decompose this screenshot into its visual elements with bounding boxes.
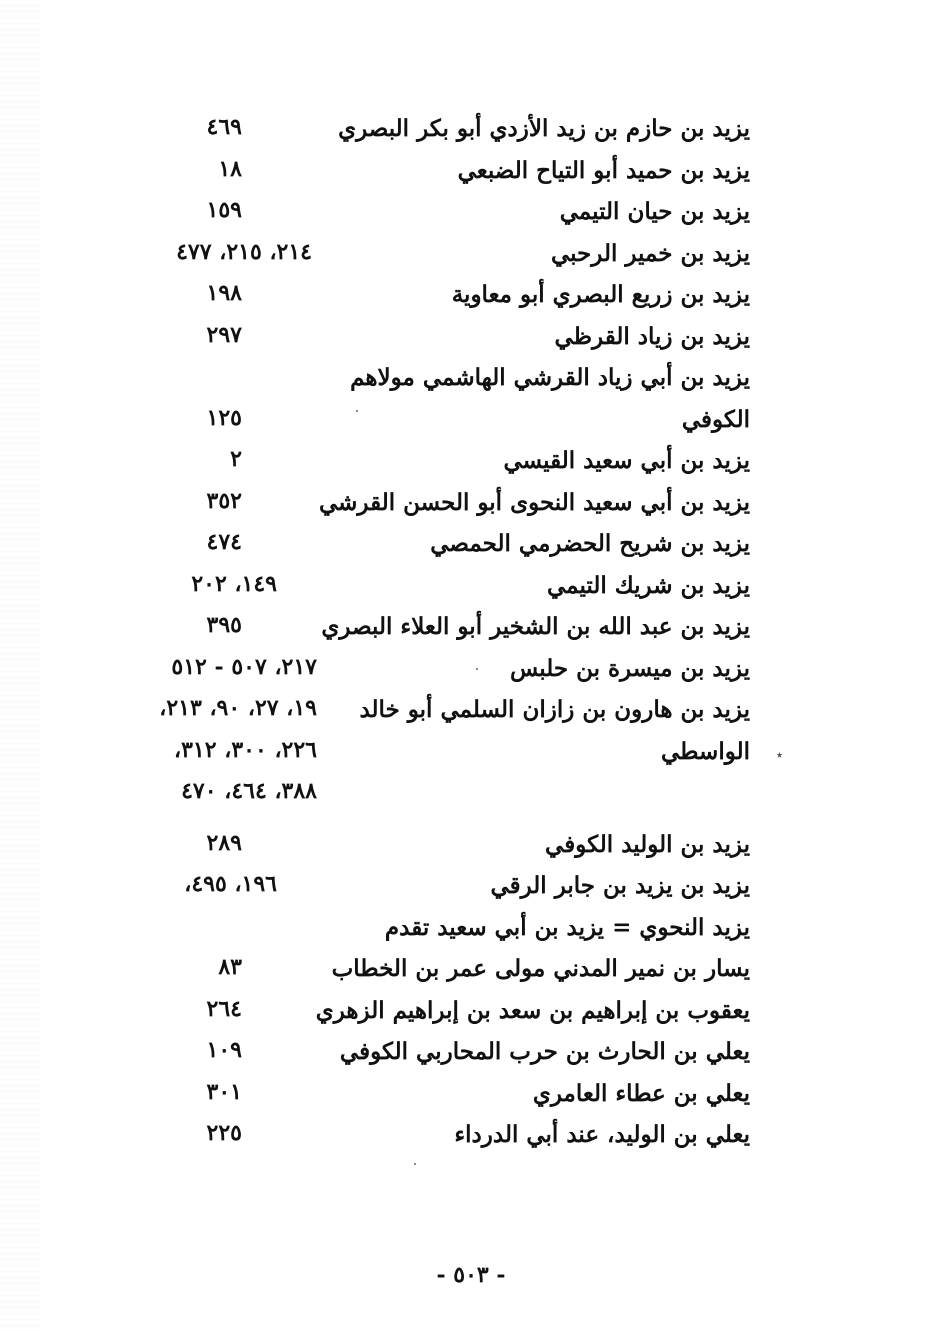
index-entry (0, 191, 942, 233)
entry-pages: ١٢٥ (206, 404, 242, 431)
entry-name: يزيد بن ميسرة بن حلبس (509, 654, 750, 682)
asterisk-mark: ٭ (776, 748, 784, 763)
entry-name: يزيد بن أبي زياد القرشي الهاشمي مولاهم (350, 364, 750, 391)
index-entry (0, 606, 942, 648)
entry-pages: ١٨ (218, 155, 242, 182)
entry-name: يعلي بن الحارث بن حرب المحاربي الكوفي (339, 1038, 750, 1065)
entry-pages: ٤٦٩ (206, 114, 242, 140)
index-entries (0, 108, 942, 1156)
entry-name: يزيد بن عبد الله بن الشخير أبو العلاء البصري (321, 613, 750, 640)
index-entry (0, 865, 942, 907)
page-number: - ٥٠٣ - (436, 1262, 506, 1288)
entry-name: يزيد بن الوليد الكوفي (545, 830, 750, 858)
index-entry (0, 108, 942, 150)
entry-name: الواسطي (661, 737, 750, 765)
entry-name: يعلي بن الوليد، عند أبي الدرداء (454, 1121, 750, 1148)
entry-name: يزيد بن خمير الرحبي (550, 239, 750, 267)
entry-name: يسار بن نمير المدني مولى عمر بن الخطاب (331, 955, 750, 982)
entry-pages: ٣٨٨، ٤٦٤، ٤٧٠ (181, 778, 317, 804)
entry-name: يزيد بن أبي سعيد النحوى أبو الحسن القرشي (318, 488, 750, 516)
index-entry (0, 233, 942, 275)
entry-name: يزيد بن يزيد بن جابر الرقي (490, 872, 750, 899)
entry-pages: ٢٢٥ (206, 1120, 242, 1146)
index-entry (0, 1031, 942, 1073)
entry-pages: ١٥٩ (206, 197, 242, 223)
entry-pages: ٢٦٤ (206, 995, 242, 1022)
entry-pages: ١٩، ٢٧، ٩٠، ٢١٣، (159, 695, 317, 721)
index-entry (0, 1073, 942, 1115)
index-entry (0, 990, 942, 1032)
entry-pages: ٢١٤، ٢١٥، ٤٧٧ (176, 238, 312, 265)
ink-speck (356, 410, 358, 412)
entry-pages: ٢ (230, 446, 242, 472)
index-entry (0, 399, 942, 441)
entry-pages: ٨٣ (218, 954, 242, 980)
entry-name: يزيد بن حميد أبو التياح الضبعي (457, 156, 750, 184)
index-entry (0, 648, 942, 690)
entry-pages: ١٤٩، ٢٠٢ (191, 570, 277, 597)
ink-speck (476, 668, 478, 670)
entry-pages: ٢١٧، ٥٠٧ - ٥١٢ (171, 653, 317, 680)
index-entry (0, 907, 942, 949)
index-entry (0, 689, 942, 731)
entry-pages: ٣٠١ (206, 1078, 242, 1105)
ink-speck (414, 1163, 416, 1165)
row-gap (0, 814, 942, 824)
index-entry (0, 440, 942, 482)
entry-name: يعقوب بن إبراهيم بن سعد بن إبراهيم الزهري (315, 996, 750, 1024)
entry-pages: ٣٩٥ (206, 612, 242, 638)
entry-name: يزيد بن هارون بن زازان السلمي أبو خالد (359, 696, 750, 723)
entry-pages: ٢٩٧ (206, 321, 242, 348)
index-entry (0, 482, 942, 524)
index-entry (0, 948, 942, 990)
index-entry (0, 731, 942, 773)
entry-pages: ١٩٨ (206, 280, 242, 306)
entry-name: يزيد بن شريك التيمي (547, 571, 750, 599)
index-entry (0, 150, 942, 192)
entry-pages: ٣٥٢ (206, 487, 242, 514)
entry-name: يزيد بن شريح الحضرمي الحمصي (430, 530, 750, 557)
entry-name: يعلي بن عطاء العامري (532, 1079, 750, 1107)
index-entry (0, 1114, 942, 1156)
entry-pages: ٢٨٩ (206, 829, 242, 856)
index-entry (0, 565, 942, 607)
entry-name: الكوفي (681, 405, 750, 433)
entry-pages: ١٩٦، ٤٩٥، (184, 871, 277, 897)
index-entry (0, 523, 942, 565)
entry-name: يزيد بن حيان التيمي (559, 198, 750, 225)
index-entry (0, 316, 942, 358)
entry-name: يزيد بن حازم بن زيد الأزدي أبو بكر البصري (338, 115, 750, 142)
entry-pages: ٢٢٦، ٣٠٠، ٣١٢، (174, 736, 317, 763)
entry-name: يزيد النحوي = يزيد بن أبي سعيد تقدم (384, 913, 750, 941)
entry-pages: ٤٧٤ (206, 529, 242, 555)
index-entry (0, 772, 942, 814)
entry-name: يزيد بن زياد القرظي (554, 322, 750, 350)
entry-pages: ١٠٩ (206, 1037, 242, 1063)
entry-name: يزيد بن أبي سعيد القيسي (503, 447, 750, 474)
index-entry (0, 274, 942, 316)
entry-name: يزيد بن زريع البصري أبو معاوية (451, 281, 750, 308)
index-entry (0, 357, 942, 399)
index-entry (0, 824, 942, 866)
